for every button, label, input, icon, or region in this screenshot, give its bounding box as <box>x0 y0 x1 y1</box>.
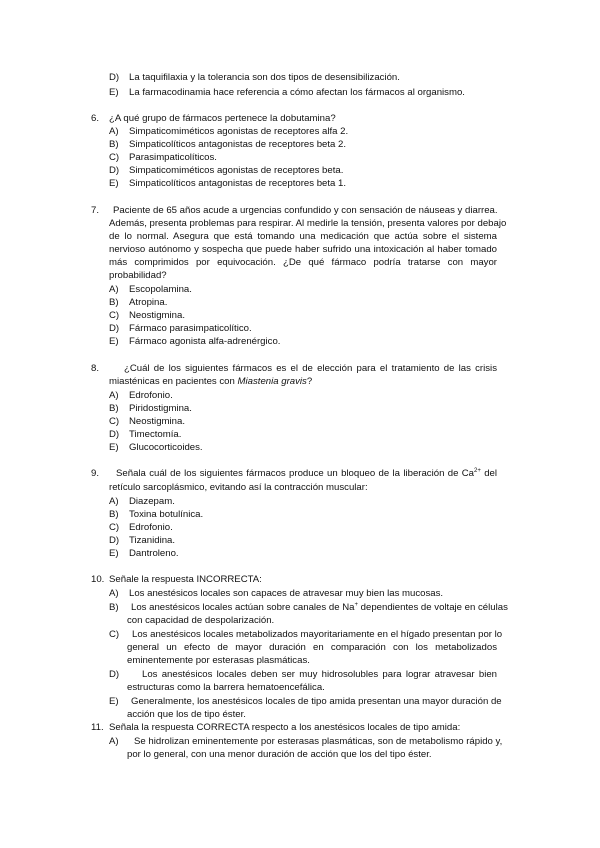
q11-option-a-line: Se hidrolizan eminentemente por esterasas plasmáticas, son de metabolismo rápido y, <box>134 736 503 747</box>
q10-option-b-line: con capacidad de despolarización. <box>127 615 275 626</box>
q9-option-c: C) Edrofonio. <box>109 522 173 533</box>
q7-number: 7. <box>91 205 100 216</box>
q9-number: 9. <box>91 468 100 479</box>
q8-option-c: C) Neostigmina. <box>109 416 185 427</box>
q7-stem-line: Paciente de 65 años acude a urgencias confundido y con sensación de náuseas y diarrea. <box>113 205 498 216</box>
q7-stem-line: probabilidad? <box>109 270 167 281</box>
q7-stem-line: nervioso autónomo y sospecha que puede haber sufrido una intoxicación al haber tomado <box>109 244 497 255</box>
q8-stem-line: ¿Cuál de los siguientes fármacos es el de elección para el tratamiento de las crisis <box>124 363 497 374</box>
q6-option-e: E) Simpaticolíticos antagonistas de receptores beta 1. <box>109 178 347 189</box>
q6-option-b: B) Simpaticolíticos antagonistas de receptores beta 2. <box>109 139 347 150</box>
q10-option-b-letter: B) <box>109 602 119 613</box>
q7-stem-line: Además, presenta problemas para respirar. Al medirle la tensión, presenta valores por debajo <box>109 218 507 229</box>
q10-option-d-line: estructuras como la barrera hematoencefálica. <box>127 682 325 693</box>
q9-stem-line: Señala cuál de los siguientes fármacos produce un bloqueo de la liberación de $Ca^{2+}$ del <box>116 467 497 479</box>
q9-option-a: A) Diazepam. <box>109 496 175 507</box>
q6-option-a: A) Simpaticomiméticos agonistas de receptores alfa 2. <box>109 126 349 137</box>
q8-stem-line: miasténicas en pacientes con Miastenia gravis? <box>109 376 313 387</box>
q6-number: 6. <box>91 113 100 124</box>
q10-option-c-line: eminentemente por esterasas plasmáticas. <box>127 655 310 666</box>
q10-option-c-line: general un efecto de mayor duración en comparación con los metabolizados <box>127 642 497 653</box>
q10-option-e-line: acción que los de tipo éster. <box>127 709 246 720</box>
q7-option-b: B) Atropina. <box>109 297 168 308</box>
q11-stem: Señala la respuesta CORRECTA respecto a los anestésicos locales de tipo amida: <box>109 722 461 733</box>
q11-number: 11. <box>91 722 104 733</box>
q11-option-a-letter: A) <box>109 736 119 747</box>
q9-option-e: E) Dantroleno. <box>109 548 179 559</box>
q9-stem-line: retículo sarcoplásmico, evitando así la contracción muscular: <box>109 482 368 493</box>
q8-option-d: D) Timectomía. <box>109 429 182 440</box>
q10-option-b-line: Los anestésicos locales actúan sobre canales de Na+ dependientes de voltaje en células <box>131 601 508 613</box>
q8-number: 8. <box>91 363 100 374</box>
q7-option-d: D) Fármaco parasimpaticolítico. <box>109 323 252 334</box>
q10-number: 10. <box>91 574 105 585</box>
q9-option-d: D) Tizanidina. <box>109 535 176 546</box>
q7-option-a: A) Escopolamina. <box>109 284 192 295</box>
q9-option-b: B) Toxina botulínica. <box>109 509 204 520</box>
q11-option-a-line: por lo general, con una menor duración de acción que los del tipo éster. <box>127 749 432 760</box>
q10-option-c-letter: C) <box>109 629 120 640</box>
q6-stem: ¿A qué grupo de fármacos pertenece la dobutamina? <box>109 113 336 124</box>
q7-stem-line: más comprimidos por equivocación. ¿De qué fármaco podría tratarse con mayor <box>109 257 497 268</box>
q10-option-d-line: Los anestésicos locales deben ser muy hidrosolubles para lograr atravesar bien <box>142 669 497 680</box>
q10-option-e-letter: E) <box>109 696 119 707</box>
q10-option-d-letter: D) <box>109 669 120 680</box>
q10-option-a: A) Los anestésicos locales son capaces de atravesar muy bien las mucosas. <box>109 588 444 599</box>
q5-option-e: E) La farmacodinamia hace referencia a cómo afectan los fármacos al organismo. <box>109 87 465 98</box>
q6-option-c: C) Parasimpaticolíticos. <box>109 152 217 163</box>
q7-stem-line: de lo normal. Asegura que está tomando una medicación que actúa sobre el sistema <box>109 231 497 242</box>
q10-option-c-line: Los anestésicos locales metabolizados mayoritariamente en el hígado presentan por lo <box>132 629 503 640</box>
q8-option-e: E) Glucocorticoides. <box>109 442 203 453</box>
q10-stem: Señale la respuesta INCORRECTA: <box>109 574 262 585</box>
q5-option-d: D) La taquifilaxia y la tolerancia son dos tipos de desensibilización. <box>109 72 400 83</box>
q7-option-c: C) Neostigmina. <box>109 310 185 321</box>
q6-option-d: D) Simpaticomiméticos agonistas de receptores beta. <box>109 165 344 176</box>
q8-option-a: A) Edrofonio. <box>109 390 173 401</box>
q10-option-e-line: Generalmente, los anestésicos locales de tipo amida presentan una mayor duración de <box>131 696 502 707</box>
q8-option-b: B) Piridostigmina. <box>109 403 192 414</box>
q7-option-e: E) Fármaco agonista alfa-adrenérgico. <box>109 336 281 347</box>
